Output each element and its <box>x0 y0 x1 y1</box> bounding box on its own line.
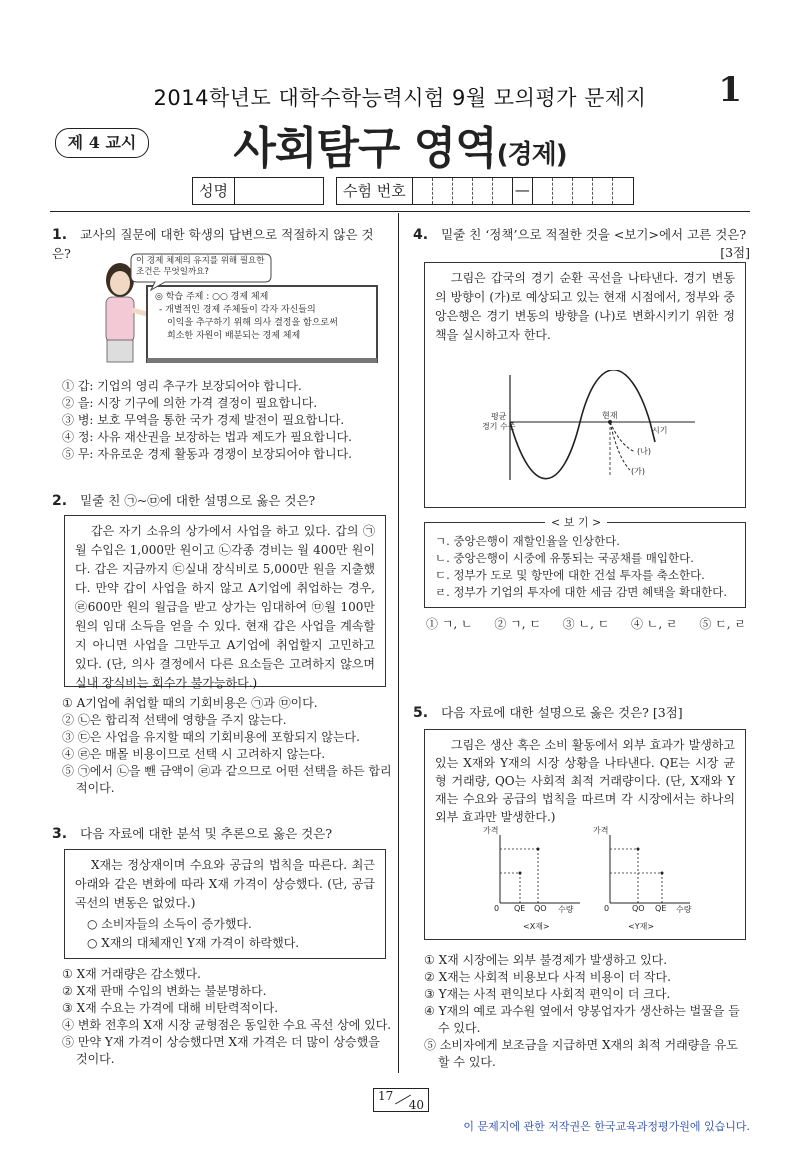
x-good-chart <box>480 835 590 915</box>
answer-option[interactable]: ① X재 시장에는 외부 불경제가 발생하고 있다. <box>424 953 668 967</box>
page-current: 17 <box>378 1089 394 1103</box>
exam-title: 2014학년도 대학수학능력시험 9월 모의평가 문제지 <box>153 86 647 110</box>
y-q2: QE <box>655 904 667 913</box>
question-number: 1. <box>52 227 68 243</box>
bogi-item: ㄷ. 정부가 도로 및 항만에 대한 건설 투자를 축소한다. <box>435 568 705 582</box>
board-line: ◎ 학습 주제 : ○○ 경제 체제 <box>155 292 269 302</box>
answer-option[interactable]: ⑤ 무: 자유로운 경제 활동과 경쟁이 보장되어야 합니다. <box>62 447 352 461</box>
question-2 <box>52 490 392 509</box>
question-text: 다음 자료에 대한 분석 및 추론으로 옳은 것은? <box>80 826 333 841</box>
exam-number-label: 수험 번호 <box>337 178 413 204</box>
answer-option[interactable]: ③ ㄴ, ㄷ <box>562 617 610 631</box>
period-badge: 제 4 교시 <box>55 128 149 158</box>
answer-option[interactable]: ① A기업에 취업할 때의 기회비용은 ㉠과 ㉤이다. <box>62 696 318 710</box>
cycle-curve <box>510 370 655 479</box>
y-q1: QO <box>632 904 645 913</box>
now-label: 현재 <box>602 411 618 420</box>
ga-label: (가) <box>631 467 645 476</box>
y-xlabel: 수량 <box>676 905 692 914</box>
exam-number-cell <box>493 178 513 204</box>
q3-bullet: ○ X재의 대체재인 Y재 가격이 하락했다. <box>87 936 300 950</box>
bogi-box <box>424 516 746 608</box>
exam-number-cell <box>473 178 493 204</box>
top-rule <box>50 211 750 212</box>
q3-bullet: ○ 소비자들의 소득이 증가했다. <box>87 917 252 931</box>
exam-number-cell <box>553 178 573 204</box>
subject-sub: (경제) <box>496 140 567 170</box>
answer-option[interactable]: ④ 정: 사유 재산권을 보장하는 법과 제도가 필요합니다. <box>62 430 352 444</box>
q1-options <box>62 378 392 463</box>
question-text: 밑줄 친 ㉠~㉤에 대한 설명으로 옳은 것은? <box>80 493 316 508</box>
exam-number-cell <box>533 178 553 204</box>
q5-options <box>424 952 748 1071</box>
answer-option[interactable]: ① 갑: 기업의 영리 추구가 보장되어야 합니다. <box>62 379 302 393</box>
q3-passage: X재는 정상재이며 수요와 공급의 법칙을 따른다. 최근 아래와 같은 변화에 따라 X재 가격이 상승했다. (단, 공급 곡선의 변동은 없었다.) <box>75 858 375 910</box>
question-4 <box>413 224 753 243</box>
answer-option[interactable]: ④ ㄴ, ㄹ <box>630 617 678 631</box>
name-label: 성명 <box>193 178 235 204</box>
answer-option[interactable]: ① ㄱ, ㄴ <box>426 617 473 631</box>
answer-option[interactable]: ② X재는 사회적 비용보다 사적 비용이 더 작다. <box>424 970 671 984</box>
board-line: 이익을 추구하기 위해 의사 결정을 함으로써 <box>167 318 338 328</box>
bogi-title: < 보 기 > <box>545 514 607 530</box>
exam-number-cell <box>573 178 593 204</box>
answer-option[interactable]: ③ 병: 보호 무역을 통한 국가 경제 발전이 필요합니다. <box>62 413 345 427</box>
x-q1: QE <box>514 904 526 913</box>
exam-number-cell <box>453 178 473 204</box>
bogi-item: ㄹ. 정부가 기업의 투자에 대한 세금 감면 혜택을 확대한다. <box>435 585 728 599</box>
question-number: 4. <box>413 227 429 243</box>
point <box>637 848 640 851</box>
bogi-item: ㄱ. 중앙은행이 재할인율을 인상한다. <box>435 534 620 548</box>
time-label: 시기 <box>652 426 668 435</box>
answer-option[interactable]: ④ ㉣은 매몰 비용이므로 선택 시 고려하지 않는다. <box>62 747 326 761</box>
q3-passage-box <box>64 849 386 959</box>
exam-number-cell <box>433 178 453 204</box>
bogi-items <box>425 523 745 601</box>
answer-option[interactable]: ② X재 판매 수입의 변화는 불분명하다. <box>62 984 267 998</box>
question-5 <box>413 702 753 721</box>
blackboard-ledge <box>147 358 377 363</box>
avg-label <box>482 412 515 432</box>
avg-label-1: 평균 <box>491 412 507 421</box>
point <box>661 872 664 875</box>
y-ylabel: 가격 <box>593 826 609 835</box>
answer-option[interactable]: ① X재 거래량은 감소했다. <box>62 967 201 981</box>
q3-options <box>62 966 392 1068</box>
answer-option[interactable]: ② ㄱ, ㄷ <box>494 617 541 631</box>
question-number: 5. <box>413 705 429 721</box>
q2-passage: 갑은 자기 소유의 상가에서 사업을 하고 있다. 갑의 ㉠월 수입은 1,000만 원이고 ㉡각종 경비는 월 400만 원이다. 갑은 지금까지 ㉢실내 장식비로 5,000만 원을 지출했다. 만약 갑이 사업을 하지 않고 A기업에 취업하는 경우, ㉣600만 원의 월급을 받고 상가는 임대하여 ㉤월 100만 원의 임대 소득을 얻을 수 있다. 현재 갑은 사업을 계속할지 아니면 사업을 그만두고 A기업에 취업할지 고민하고 있다. (단, 의사 결정에서 다른 요소들은 고려하지 않으며 실내 장식비는 회수가 불가능하다.) <box>64 515 386 687</box>
subject-title <box>0 112 800 176</box>
column-divider <box>398 213 399 1073</box>
q2-options <box>62 695 392 797</box>
point <box>519 872 522 875</box>
exam-number-dash: — <box>513 178 533 204</box>
copyright-notice: 이 문제지에 관한 저작권은 한국교육과정평가원에 있습니다. <box>463 1120 750 1133</box>
speech-bubble-text: 이 경제 체제의 유지를 위해 필요한 조건은 무엇일까요? <box>136 256 265 277</box>
footer-page-indicator <box>373 1088 429 1112</box>
page-number: 1 <box>718 70 742 110</box>
exam-number-cell <box>613 178 633 204</box>
answer-option[interactable]: ④ Y재의 예로 과수원 옆에서 양봉업자가 생산하는 벌꿀을 들 수 있다. <box>424 1004 740 1035</box>
x-caption: <X재> <box>523 922 550 931</box>
answer-option[interactable]: ③ ㉢은 사업을 유지할 때의 기회비용에 포함되지 않는다. <box>62 730 360 744</box>
q4-passage: 그림은 갑국의 경기 순환 곡선을 나타낸다. 경기 변동의 방향이 (가)로 예상되고 있는 현재 시점에서, 정부와 중앙은행은 경기 변동의 방향을 (나)로 변화시키기 위한 정책을 실시하고자 한다. <box>435 271 735 342</box>
point <box>537 848 540 851</box>
question-number: 3. <box>52 826 68 842</box>
question-text: 교사의 질문에 대한 학생의 답변으로 적절하지 않은 것은? <box>52 227 374 261</box>
answer-option[interactable]: ② ㉡은 합리적 선택에 영향을 주지 않는다. <box>62 713 287 727</box>
y-caption: <Y재> <box>628 922 655 931</box>
question-text: 밑줄 친 ‘정책’으로 적절한 것을 <보기>에서 고른 것은? <box>441 227 747 242</box>
answer-option[interactable]: ⑤ ㄷ, ㄹ <box>699 617 746 631</box>
y-origin: 0 <box>604 904 610 913</box>
board-line: 희소한 자원이 배분되는 경제 체제 <box>167 331 301 341</box>
answer-option[interactable]: ⑤ ㉠에서 ㉡을 뺀 금액이 ㉣과 같으므로 어떤 선택을 하든 합리적이다. <box>62 764 392 795</box>
answer-option[interactable]: ③ Y재는 사적 편익보다 사회적 편익이 더 크다. <box>424 987 671 1001</box>
bogi-item: ㄴ. 중앙은행이 시중에 유통되는 국공채를 매입한다. <box>435 551 694 565</box>
exam-number-cell <box>593 178 613 204</box>
na-label: (나) <box>637 447 651 456</box>
avg-label-2: 경기 수준 <box>482 422 516 431</box>
answer-option[interactable]: ④ 변화 전후의 X재 시장 균형점은 동일한 수요 곡선 상에 있다. <box>62 1018 392 1032</box>
y-good-chart <box>590 835 700 915</box>
answer-option[interactable]: ② 을: 시장 기구에 의한 가격 결정이 필요합니다. <box>62 396 318 410</box>
question-number: 2. <box>52 493 68 509</box>
q4-options <box>426 616 746 633</box>
page-total: 40 <box>408 1098 424 1112</box>
exam-number-cell <box>413 178 433 204</box>
x-xlabel: 수량 <box>558 905 574 914</box>
name-box[interactable] <box>192 177 324 205</box>
board-text <box>155 291 338 343</box>
x-ylabel: 가격 <box>483 826 499 835</box>
answer-option[interactable]: ③ X재 수요는 가격에 대해 비탄력적이다. <box>62 1001 279 1015</box>
exam-number-box[interactable] <box>336 177 634 205</box>
answer-option[interactable]: ⑤ 소비자에게 보조금을 지급하면 X재의 최적 거래량을 유도할 수 있다. <box>424 1038 738 1069</box>
question-text: 다음 자료에 대한 설명으로 옳은 것은? [3점] <box>441 705 683 720</box>
q5-passage: 그림은 생산 혹은 소비 활동에서 외부 효과가 발생하고 있는 X재와 Y재의 시장 상황을 나타낸다. QE는 시장 균형 거래량, QO는 사회적 최적 거래량이다. (단, X재와 Y재는 수요와 공급의 법칙을 따르며 각 시장에서는 하나의 외부 효과만 발생한다.) <box>435 738 735 824</box>
question-3 <box>52 823 392 842</box>
board-line: - 개별적인 경제 주체들이 각자 자신들의 <box>159 305 316 315</box>
answer-option[interactable]: ⑤ 만약 Y재 가격이 상승했다면 X재 가격은 더 많이 상승했을 것이다. <box>62 1035 380 1066</box>
points-label: [3점] <box>720 245 750 260</box>
subject-main: 사회탐구 영역 <box>233 123 497 174</box>
x-origin: 0 <box>494 904 500 913</box>
x-q2: QO <box>534 904 547 913</box>
